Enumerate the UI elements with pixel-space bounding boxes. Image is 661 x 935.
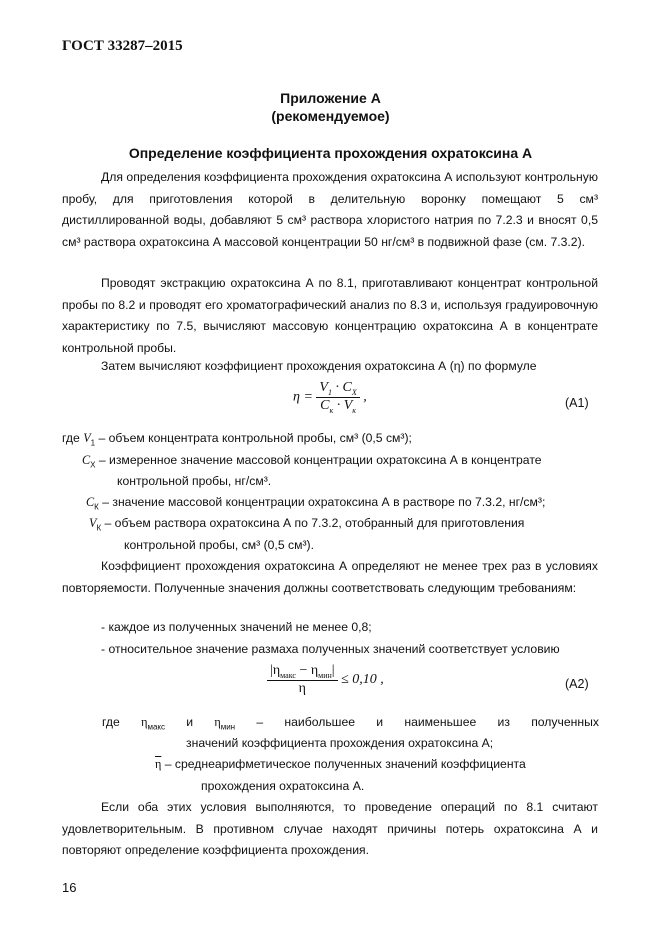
paragraph-3: Затем вычисляют коэффициент прохождения охратоксина А (η) по формуле	[101, 359, 537, 373]
formula-a2-denominator: η	[298, 680, 306, 696]
formula-a1-fraction	[316, 380, 359, 415]
formula-a1: η = $\frac{V_1 \cdot C_X}{C_к \cdot V_к}$ ,	[293, 380, 367, 415]
formula-a1-lhs: η =	[293, 389, 313, 405]
where-vk-cont: контрольной пробы, см³ (0,5 см³).	[124, 538, 314, 552]
where-eta-bar-cont: прохождения охратоксина А.	[201, 779, 365, 793]
where-v1: где $V_1$ – объем концентрата контрольной пробы, см³ (0,5 см³);	[62, 431, 412, 448]
where-eta-cont: значений коэффициента прохождения охратоксина А;	[186, 736, 494, 750]
formula-a2-number: (А2)	[565, 677, 589, 691]
bullet-2: - относительное значение размаха полученных значений соответствует условию	[101, 642, 560, 656]
page-number: 16	[62, 880, 77, 895]
formula-a1-numerator: $V_1 \cdot C_X$	[316, 380, 359, 398]
where-cx: $C_X$ – измеренное значение массовой концентрации охратоксина А в концентрате	[82, 453, 542, 470]
where-cx-cont: контрольной пробы, нг/см³.	[117, 474, 272, 488]
formula-a2-numerator: $|\eta_{макс} - \eta_{мин}|$	[267, 663, 338, 681]
paragraph-4: Коэффициент прохождения охратоксина А определяют не менее трех раз в условиях повторяемости. Полученные значения должны соответствовать следующим требованиям:	[62, 559, 598, 595]
paragraph-2: Проводят экстракцию охратоксина А по 8.1, приготавливают концентрат контрольной пробы по 8.2 и проводят его хроматографический анализ по 8.3 и, используя градуировочную характеристику по 7.5, вычисляют массовую концентрацию охратоксина А в концентрате контрольной пробы.	[62, 276, 598, 355]
where-eta-bar: $\overline{\eta}$ – среднеарифметическое полученных значений коэффициента	[155, 757, 526, 771]
bullet-1: - каждое из полученных значений не менее 0,8;	[101, 620, 372, 634]
formula-a2-rhs: ≤ 0,10 ,	[341, 671, 384, 687]
formula-a2	[267, 663, 384, 697]
formula-a2-fraction	[267, 663, 338, 697]
annex-heading: Определение коэффициента прохождения охратоксина А	[128, 145, 533, 161]
standard-header: ГОСТ 33287–2015	[62, 38, 183, 54]
paragraph-1: Для определения коэффициента прохождения охратоксина А используют контрольную пробу, для приготовления которой в делительную воронку помещают 5 см³ дистиллированной воды, добавляют 5 см³ раствора хлористого натрия по 7.2.3 и вносят 0,5 см³ раствора охратоксина А массовой концентрации 50 нг/см³ в подвижной фазе (см. 7.3.2).	[62, 170, 598, 249]
annex-title: Приложение А	[280, 90, 381, 106]
annex-subtitle: (рекомендуемое)	[271, 108, 390, 124]
where-eta-row: где $\eta_{макс}$ и $\eta_{мин}$ – наибольшее и наименьшее из полученных	[102, 715, 599, 732]
formula-a1-number: (А1)	[565, 396, 589, 410]
where-vk: $V_К$ – объем раствора охратоксина А по 7.3.2, отобранный для приготовления	[89, 516, 525, 533]
paragraph-5: Если оба этих условия выполняются, то проведение операций по 8.1 считают удовлетворительным. В противном случае находят причины потерь охратоксина А и повторяют определение коэффициента прохождения.	[62, 800, 598, 857]
where-ck: $C_К$ – значение массовой концентрации охратоксина А в растворе по 7.3.2, нг/см³;	[86, 495, 546, 512]
formula-a1-denominator: $C_к \cdot V_к$	[320, 397, 356, 415]
